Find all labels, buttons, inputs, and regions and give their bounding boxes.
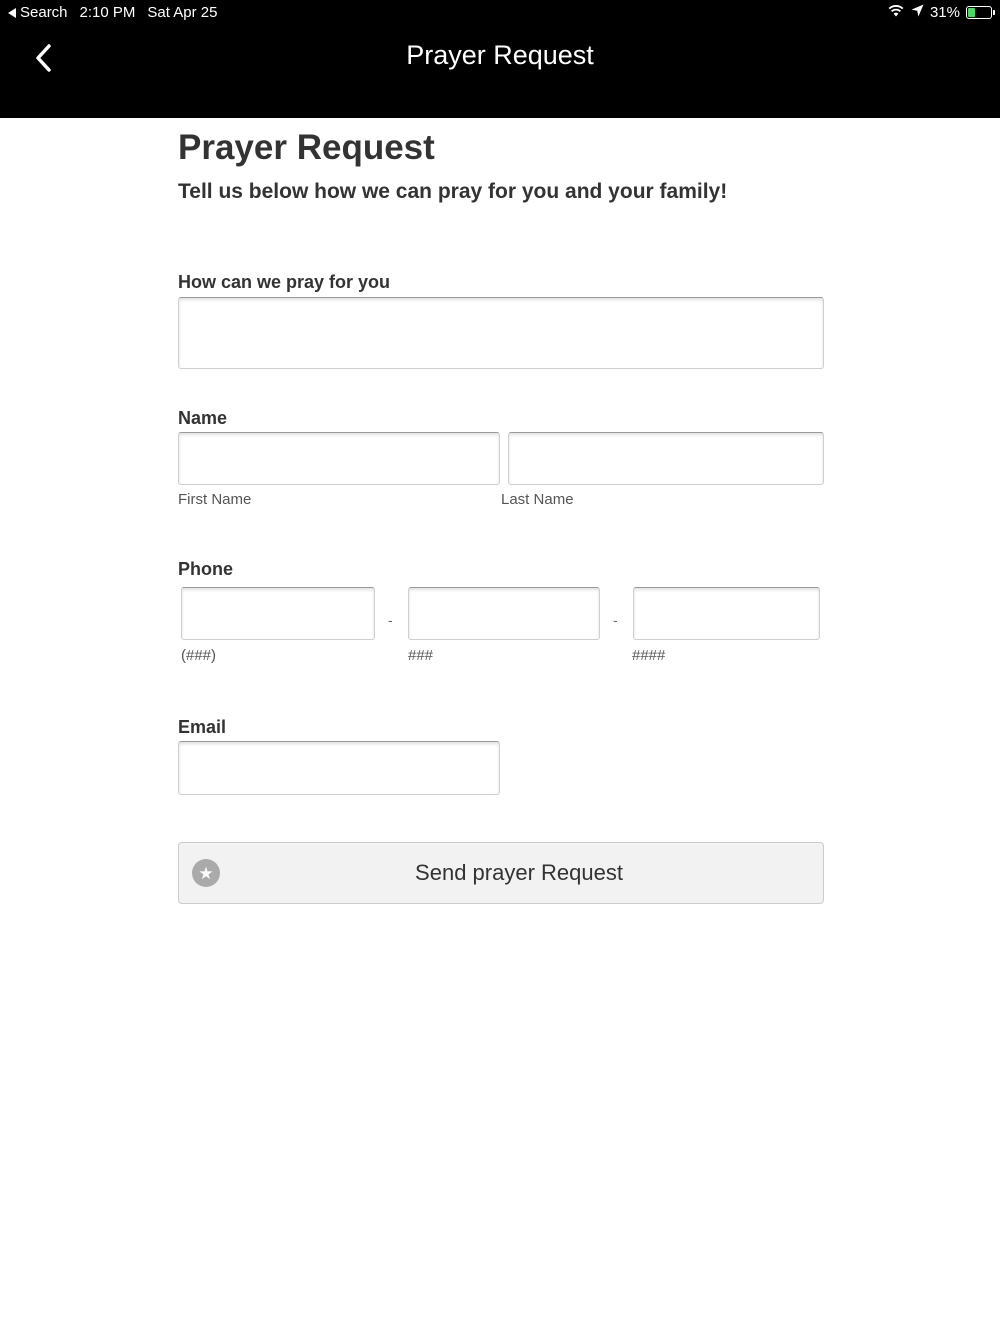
phone-label: Phone bbox=[178, 559, 234, 579]
battery-charging-icon bbox=[966, 6, 992, 19]
location-arrow-icon bbox=[911, 4, 924, 21]
first-name-input[interactable] bbox=[178, 432, 500, 485]
status-right bbox=[887, 4, 992, 21]
status-left bbox=[8, 4, 217, 21]
nav-title: Prayer Request bbox=[406, 40, 594, 70]
top-bar bbox=[0, 0, 1000, 118]
email-input[interactable] bbox=[178, 741, 500, 795]
status-bar bbox=[0, 0, 1000, 26]
page-subtitle: Tell us below how we can pray for you and your family! bbox=[178, 180, 728, 203]
phone-area-sublabel: (###) bbox=[181, 647, 217, 664]
phone-separator-2: - bbox=[613, 612, 618, 628]
wifi-icon bbox=[887, 4, 905, 21]
phone-line-sublabel: #### bbox=[632, 647, 666, 664]
request-label: How can we pray for you bbox=[178, 272, 391, 292]
send-prayer-request-button[interactable] bbox=[178, 842, 824, 904]
back-triangle-icon bbox=[8, 8, 16, 18]
back-app-label: Search bbox=[20, 4, 68, 21]
request-textarea[interactable] bbox=[178, 297, 824, 369]
phone-separator-1: - bbox=[388, 612, 393, 628]
last-name-sublabel: Last Name bbox=[501, 491, 574, 508]
back-to-app[interactable] bbox=[8, 4, 68, 21]
email-label: Email bbox=[178, 717, 227, 737]
battery-percent: 31% bbox=[929, 4, 960, 21]
send-button-label: Send prayer Request bbox=[415, 860, 623, 885]
status-time: 2:10 PM bbox=[79, 4, 136, 21]
last-name-input[interactable] bbox=[508, 432, 824, 485]
page-title: Prayer Request bbox=[178, 128, 435, 167]
status-date: Sat Apr 25 bbox=[147, 4, 218, 21]
star-icon: ★ bbox=[192, 859, 220, 887]
phone-area-input[interactable] bbox=[181, 587, 375, 640]
phone-prefix-input[interactable] bbox=[408, 587, 600, 640]
phone-prefix-sublabel: ### bbox=[408, 647, 434, 664]
battery-level bbox=[968, 8, 975, 17]
phone-line-input[interactable] bbox=[633, 587, 820, 640]
first-name-sublabel: First Name bbox=[178, 491, 252, 508]
name-label: Name bbox=[178, 408, 228, 428]
